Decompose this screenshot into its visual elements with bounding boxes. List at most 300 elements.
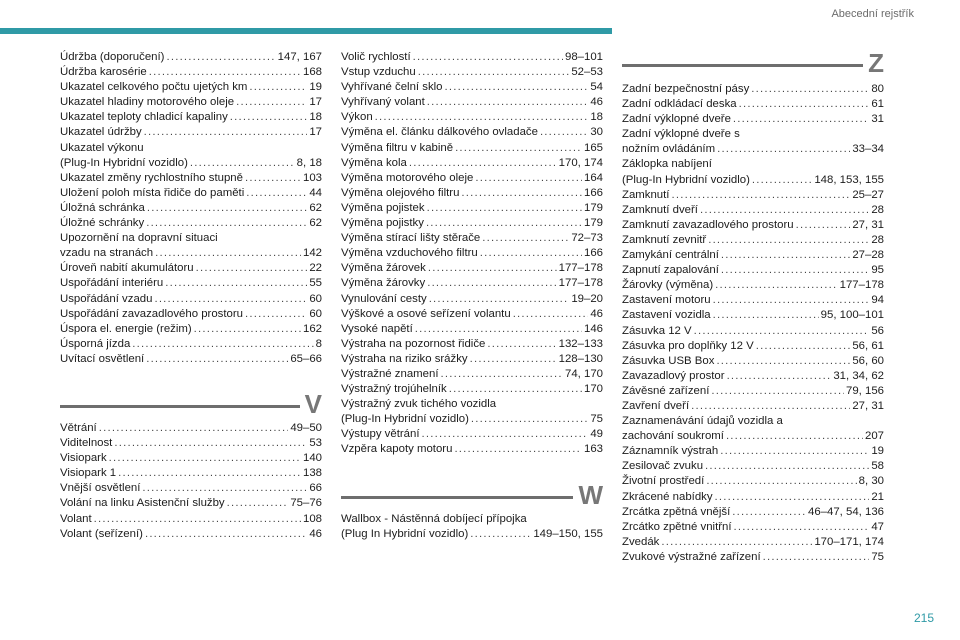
- dot-leader: [428, 261, 557, 276]
- index-entry-row: [622, 173, 884, 188]
- index-entry-row: [60, 65, 322, 80]
- index-entry-label: Zesilovač zvuku: [622, 460, 704, 473]
- index-entry-pages[interactable]: 95, 100–101: [820, 309, 884, 322]
- index-entry-row: [341, 231, 603, 246]
- index-entry-pages[interactable]: 28: [871, 233, 884, 246]
- dot-leader: [145, 527, 307, 542]
- index-entry: [60, 451, 322, 466]
- index-entry: [622, 203, 884, 218]
- index-entry-label: nožním ovládáním: [622, 143, 716, 156]
- index-entry-row: [622, 293, 884, 308]
- index-entry-pages[interactable]: 62: [309, 201, 322, 214]
- index-entry-pages[interactable]: 27, 31: [852, 218, 884, 231]
- index-entry-pages[interactable]: 19: [871, 445, 884, 458]
- index-entry-row: [60, 276, 322, 291]
- index-entry-pages[interactable]: 19–20: [571, 292, 603, 305]
- index-entry: [60, 65, 322, 80]
- dot-leader: [445, 80, 589, 95]
- dot-leader: [99, 421, 289, 436]
- index-entry-row: [60, 156, 322, 171]
- dot-leader: [375, 110, 589, 125]
- dot-leader: [708, 233, 869, 248]
- dot-leader: [422, 427, 589, 442]
- index-entry-row: [60, 466, 322, 481]
- index-entry: [622, 157, 884, 187]
- section-divider-rule: [60, 405, 300, 408]
- index-section: [622, 48, 884, 565]
- index-entry-row: [60, 50, 322, 65]
- index-entry: [341, 95, 603, 110]
- index-entry-pages[interactable]: 75: [590, 413, 603, 426]
- index-entry-pages[interactable]: 170: [583, 383, 603, 396]
- index-entry-label: (Plug In Hybridní vozidlo): [341, 527, 469, 540]
- index-entry-pages[interactable]: 30: [590, 126, 603, 139]
- index-entry-row: [341, 367, 603, 382]
- dot-leader: [671, 188, 850, 203]
- index-entry-pages[interactable]: 19: [309, 81, 322, 94]
- index-entry-row: [341, 50, 603, 65]
- index-entry-label: Volant (seřízení): [60, 527, 143, 540]
- index-entry: [341, 125, 603, 140]
- index-entry-pages[interactable]: 27–28: [852, 249, 884, 262]
- index-entry-pages[interactable]: 27, 31: [852, 399, 884, 412]
- index-entry-label-line: Záklopka nabíjení: [622, 158, 712, 171]
- index-entry-label: Výměna vzduchového filtru: [341, 247, 478, 260]
- index-entry: [341, 322, 603, 337]
- index-entry-pages[interactable]: 165: [583, 141, 603, 154]
- section-divider-rule: [341, 496, 573, 499]
- section-header: [341, 480, 603, 508]
- section-letter: V: [304, 388, 322, 419]
- index-entry-pages[interactable]: 17: [309, 126, 322, 139]
- dot-leader: [147, 201, 307, 216]
- index-entry-row: [60, 451, 322, 466]
- index-entry: [60, 436, 322, 451]
- index-entry-pages[interactable]: 179: [583, 201, 603, 214]
- index-entry-label: (Plug-In Hybridní vozidlo): [341, 413, 469, 426]
- index-entry-pages[interactable]: 132–133: [558, 337, 603, 350]
- index-entry-label: Zásuvka 12 V: [622, 324, 692, 337]
- index-entry: [60, 201, 322, 216]
- index-entry: [622, 82, 884, 97]
- index-entry-pages[interactable]: 17: [309, 96, 322, 109]
- dot-leader: [149, 65, 301, 80]
- index-entry-label: Vstup vzduchu: [341, 66, 416, 79]
- dot-leader: [540, 125, 588, 140]
- index-entry-pages[interactable]: 46: [590, 307, 603, 320]
- index-section: [60, 389, 322, 542]
- index-entry-row: [60, 527, 322, 542]
- index-entry-label: Vnější osvětlení: [60, 482, 141, 495]
- dot-leader: [454, 442, 582, 457]
- dot-leader: [471, 412, 588, 427]
- index-entry: [341, 231, 603, 246]
- index-entry-label: Výměna kola: [341, 156, 407, 169]
- index-entry-row: [341, 382, 603, 397]
- index-entry-label: Volič rychlostí: [341, 51, 411, 63]
- index-entry: [341, 261, 603, 276]
- index-entry: [60, 216, 322, 231]
- dot-leader: [146, 216, 307, 231]
- dot-leader: [475, 171, 582, 186]
- index-column-3: [622, 48, 884, 565]
- dot-leader: [721, 263, 869, 278]
- dot-leader: [144, 125, 308, 140]
- index-entry: [341, 292, 603, 307]
- index-entry: [341, 216, 603, 231]
- index-entry-label: Výstraha na riziko srážky: [341, 352, 468, 365]
- index-entry-row: [622, 369, 884, 384]
- index-entry-pages[interactable]: 98–101: [564, 51, 603, 63]
- index-entry-pages[interactable]: 164: [583, 171, 603, 184]
- index-entry-label: Zásuvka pro doplňky 12 V: [622, 339, 754, 352]
- index-entry-row: [341, 442, 603, 457]
- index-entry-pages[interactable]: 148, 153, 155: [814, 173, 884, 186]
- index-entry-label: Úroveň nabití akumulátoru: [60, 262, 194, 275]
- index-entry-label: Výměna motorového oleje: [341, 171, 474, 184]
- index-entry-row: [341, 125, 603, 140]
- index-entry: [622, 263, 884, 278]
- index-entry: [622, 324, 884, 339]
- index-entry-pages[interactable]: 8, 18: [296, 156, 322, 169]
- index-entry-label: Výměna olejového filtru: [341, 186, 460, 199]
- index-entry-label: Výstražné znamení: [341, 367, 439, 380]
- index-entry-pages[interactable]: 60: [309, 307, 322, 320]
- index-entry-row: [622, 82, 884, 97]
- index-entry-label: Zamykání centrální: [622, 249, 719, 262]
- index-entry-label: (Plug-In Hybridní vozidlo): [60, 156, 188, 169]
- dot-leader: [733, 112, 869, 127]
- index-entry-pages[interactable]: 8: [315, 337, 322, 350]
- index-entry-row: [60, 496, 322, 511]
- dot-leader: [721, 248, 850, 263]
- section-header: [622, 48, 884, 76]
- index-entry-row: [622, 384, 884, 399]
- index-entry-pages[interactable]: 128–130: [558, 352, 603, 365]
- index-entry-pages[interactable]: 53: [309, 437, 322, 450]
- index-entry-row: [622, 248, 884, 263]
- index-entry-pages[interactable]: 25–27: [852, 188, 884, 201]
- index-entry-row: [341, 427, 603, 442]
- index-entry-label: Zvukové výstražné zařízení: [622, 550, 761, 563]
- index-entry-pages[interactable]: 75: [871, 550, 884, 563]
- index-entry-pages[interactable]: 80: [871, 83, 884, 95]
- index-entry-label: Úspora el. energie (režim): [60, 322, 192, 335]
- index-entry-pages[interactable]: 60: [309, 292, 322, 305]
- index-entry: [622, 384, 884, 399]
- index-entry: [341, 186, 603, 201]
- index-entry-pages[interactable]: 55: [309, 277, 322, 290]
- index-entry-label: Úsporná jízda: [60, 337, 131, 350]
- dot-leader: [441, 367, 563, 382]
- index-entry-label: Zamknutí zevnitř: [622, 233, 707, 246]
- dot-leader: [415, 322, 582, 337]
- index-entry-label: Ukazatel hladiny motorového oleje: [60, 96, 235, 109]
- index-entry-pages[interactable]: 18: [309, 111, 322, 124]
- index-entry-pages[interactable]: 31, 34, 62: [833, 369, 884, 382]
- index-entry-row: [341, 246, 603, 261]
- header-accent-bar: [0, 28, 612, 34]
- index-entry: [60, 261, 322, 276]
- index-entry-label-line: Ukazatel výkonu: [60, 141, 144, 154]
- dot-leader: [752, 173, 812, 188]
- index-entry: [341, 171, 603, 186]
- index-entry-row: [60, 337, 322, 352]
- index-entry-row: [60, 171, 322, 186]
- dot-leader: [409, 156, 557, 171]
- index-entry-pages[interactable]: 47: [871, 520, 884, 533]
- index-entry-pages[interactable]: 49: [590, 428, 603, 441]
- index-entry-label: Zamknutí: [622, 188, 670, 201]
- index-entry-pages[interactable]: 168: [302, 66, 322, 79]
- index-entry-label: Výměna pojistky: [341, 217, 424, 230]
- index-entry-label: Výstraha na pozornost řidiče: [341, 337, 486, 350]
- index-entry-pages[interactable]: 177–178: [558, 262, 603, 275]
- index-entry-pages[interactable]: 207: [864, 430, 884, 443]
- index-entry-pages[interactable]: 72–73: [571, 232, 603, 245]
- index-entry-pages[interactable]: 95: [871, 264, 884, 277]
- index-entry-label: Výměna žárovek: [341, 262, 426, 275]
- index-entry-label: Uložení poloh místa řidiče do paměti: [60, 186, 245, 199]
- dot-leader: [146, 352, 288, 367]
- index-entry-pages[interactable]: 56, 61: [852, 339, 884, 352]
- index-entry-row: [341, 80, 603, 95]
- index-entry-row: [622, 490, 884, 505]
- index-entry: [622, 490, 884, 505]
- index-entry-pages[interactable]: 74, 170: [564, 367, 603, 380]
- dot-leader: [132, 337, 313, 352]
- index-entry: [341, 110, 603, 125]
- index-entry-pages[interactable]: 46–47, 54, 136: [807, 505, 884, 518]
- dot-leader: [470, 352, 557, 367]
- index-entry-row: [341, 412, 603, 427]
- dot-leader: [763, 550, 870, 565]
- index-entry-label: vzadu na stranách: [60, 247, 154, 260]
- dot-leader: [705, 459, 869, 474]
- index-entry-pages[interactable]: 170, 174: [558, 156, 603, 169]
- index-entry-pages[interactable]: 31: [871, 113, 884, 126]
- index-entry: [60, 186, 322, 201]
- dot-leader: [427, 201, 582, 216]
- index-entry-row: [622, 278, 884, 293]
- index-entry: [341, 156, 603, 171]
- dot-leader: [165, 276, 307, 291]
- index-entry-pages[interactable]: 33–34: [852, 143, 884, 156]
- index-entry-label: Visiopark 1: [60, 467, 117, 480]
- index-entry-pages[interactable]: 163: [583, 443, 603, 456]
- index-entry-label: Uspořádání vzadu: [60, 292, 153, 305]
- index-entry-label: Výměna stírací lišty stěrače: [341, 232, 481, 245]
- dot-leader: [661, 535, 812, 550]
- index-entry-pages[interactable]: 170–171, 174: [814, 535, 884, 548]
- dot-leader: [727, 369, 832, 384]
- index-entry-row: [622, 112, 884, 127]
- index-entry-label: Výškové a osové seřízení volantu: [341, 307, 511, 320]
- index-entry-row: [341, 337, 603, 352]
- index-entry-label: Zapnutí zapalování: [622, 264, 719, 277]
- dot-leader: [426, 216, 582, 231]
- index-entry-pages[interactable]: 46: [590, 96, 603, 109]
- index-entry: [341, 80, 603, 95]
- index-entry-row: [622, 399, 884, 414]
- index-entry-pages[interactable]: 79, 156: [845, 384, 884, 397]
- index-entry: [60, 337, 322, 352]
- index-entry-pages[interactable]: 21: [871, 490, 884, 503]
- index-entry-label: Výměna žárovky: [341, 277, 426, 290]
- index-entry-pages[interactable]: 61: [871, 98, 884, 111]
- index-entry: [622, 505, 884, 520]
- index-entry-row: [622, 263, 884, 278]
- index-entry-row: [60, 246, 322, 261]
- index-entry-pages[interactable]: 54: [590, 81, 603, 94]
- dot-leader: [196, 261, 308, 276]
- dot-leader: [249, 80, 307, 95]
- index-entry-pages[interactable]: 58: [871, 460, 884, 473]
- dot-leader: [715, 490, 870, 505]
- index-section: [341, 50, 603, 458]
- index-entry: [60, 481, 322, 496]
- index-entry: [341, 246, 603, 261]
- index-entry-pages[interactable]: 166: [583, 247, 603, 260]
- dot-leader: [487, 337, 556, 352]
- index-entry: [341, 442, 603, 457]
- index-entry-row: [622, 218, 884, 233]
- index-entry-pages[interactable]: 149–150, 155: [533, 527, 603, 540]
- index-entry-label: Zadní bezpečnostní pásy: [622, 83, 750, 95]
- index-entry-row: [60, 186, 322, 201]
- dot-leader: [427, 276, 556, 291]
- index-entry-row: [60, 95, 322, 110]
- dot-leader: [796, 218, 851, 233]
- index-entry: [60, 352, 322, 367]
- index-entry-pages[interactable]: 52–53: [571, 66, 603, 79]
- dot-leader: [154, 292, 307, 307]
- index-entry: [622, 112, 884, 127]
- index-entry-label: Visiopark: [60, 452, 107, 465]
- index-entry: [341, 276, 603, 291]
- index-entry-label: Ukazatel celkového počtu ujetých km: [60, 81, 248, 94]
- index-entry-pages[interactable]: 44: [309, 186, 322, 199]
- index-entry: [341, 141, 603, 156]
- index-entry-row: [622, 520, 884, 535]
- index-entry-pages[interactable]: 179: [583, 217, 603, 230]
- index-entry-pages[interactable]: 162: [302, 322, 322, 335]
- index-entry-pages[interactable]: 146: [583, 322, 603, 335]
- index-entry-label: Zadní výklopné dveře: [622, 113, 731, 126]
- dot-leader: [245, 307, 307, 322]
- index-entry-label: Ukazatel změny rychlostního stupně: [60, 171, 243, 184]
- index-entry-label: Výkon: [341, 111, 373, 124]
- dot-leader: [470, 527, 531, 542]
- index-entry-row: [622, 324, 884, 339]
- index-entry: [60, 110, 322, 125]
- index-entry-pages[interactable]: 56, 60: [852, 354, 884, 367]
- index-entry-label: Úložná schránka: [60, 201, 145, 214]
- dot-leader: [713, 308, 819, 323]
- dot-leader: [418, 65, 570, 80]
- dot-leader: [413, 50, 563, 65]
- index-entry-pages[interactable]: 177–178: [839, 279, 884, 292]
- index-entry-row: [60, 110, 322, 125]
- index-entry-label: Úložné schránky: [60, 217, 145, 230]
- index-entry-label: Ukazatel teploty chladicí kapaliny: [60, 111, 228, 124]
- index-entry-pages[interactable]: 140: [302, 452, 322, 465]
- index-entry-row: [341, 171, 603, 186]
- index-entry-label: Vynulování cesty: [341, 292, 427, 305]
- dot-leader: [166, 50, 275, 65]
- index-entry: [60, 512, 322, 527]
- index-entry: [341, 397, 603, 427]
- index-entry: [60, 307, 322, 322]
- index-entry-pages[interactable]: 166: [583, 186, 603, 199]
- dot-leader: [756, 339, 851, 354]
- index-entry: [341, 512, 603, 542]
- index-entry-pages[interactable]: 46: [309, 527, 322, 540]
- index-entry-label: Zrcátka zpětná vnější: [622, 505, 731, 518]
- index-entry-pages[interactable]: 94: [871, 294, 884, 307]
- index-entry: [341, 307, 603, 322]
- index-entry-row: [622, 233, 884, 248]
- dot-leader: [109, 451, 301, 466]
- section-letter: Z: [868, 48, 884, 78]
- index-entry-row: [60, 481, 322, 496]
- index-entry-label-line: Wallbox - Nástěnná dobíjecí přípojka: [341, 512, 527, 525]
- index-entry: [622, 308, 884, 323]
- index-entry-label: Zásuvka USB Box: [622, 354, 715, 367]
- dot-leader: [706, 474, 856, 489]
- page-number: 215: [913, 611, 934, 625]
- index-entry-label: Vysoké napětí: [341, 322, 413, 335]
- dot-leader: [713, 293, 870, 308]
- index-entry-label: Zavazadlový prostor: [622, 369, 725, 382]
- index-entry-row: [622, 308, 884, 323]
- index-entry-pages[interactable]: 28: [871, 203, 884, 216]
- index-entry-label: Zvedák: [622, 535, 660, 548]
- index-entry-pages[interactable]: 138: [302, 467, 322, 480]
- index-entry-label: Výstupy větrání: [341, 428, 420, 441]
- index-entry-pages[interactable]: 8, 30: [858, 475, 884, 488]
- index-entry-pages[interactable]: 75–76: [290, 497, 322, 510]
- index-entry-pages[interactable]: 142: [302, 247, 322, 260]
- dot-leader: [236, 95, 307, 110]
- index-entry-row: [622, 354, 884, 369]
- index-entry-pages[interactable]: 103: [302, 171, 322, 184]
- dot-leader: [691, 399, 850, 414]
- index-entry-pages[interactable]: 56: [871, 324, 884, 337]
- index-entry-row: [60, 80, 322, 95]
- index-entry-pages[interactable]: 22: [309, 262, 322, 275]
- index-entry-label: Ukazatel údržby: [60, 126, 142, 139]
- dot-leader: [715, 278, 837, 293]
- index-entry-pages[interactable]: 65–66: [290, 352, 322, 365]
- index-entry-pages[interactable]: 49–50: [290, 421, 322, 434]
- dot-leader: [155, 246, 301, 261]
- index-entry-row: [60, 125, 322, 140]
- index-entry-row: [622, 429, 884, 444]
- index-entry-pages[interactable]: 66: [309, 482, 322, 495]
- index-entry-pages[interactable]: 18: [590, 111, 603, 124]
- index-entry: [622, 354, 884, 369]
- index-entry-pages[interactable]: 62: [309, 217, 322, 230]
- dot-leader: [732, 505, 806, 520]
- index-entry-pages[interactable]: 108: [302, 512, 322, 525]
- index-entry-pages[interactable]: 177–178: [558, 277, 603, 290]
- index-entry-label: Vyhřívaný volant: [341, 96, 425, 109]
- index-entry-row: [341, 216, 603, 231]
- index-entry-pages[interactable]: 147, 167: [277, 51, 322, 63]
- dot-leader: [427, 95, 589, 110]
- index-entry: [60, 95, 322, 110]
